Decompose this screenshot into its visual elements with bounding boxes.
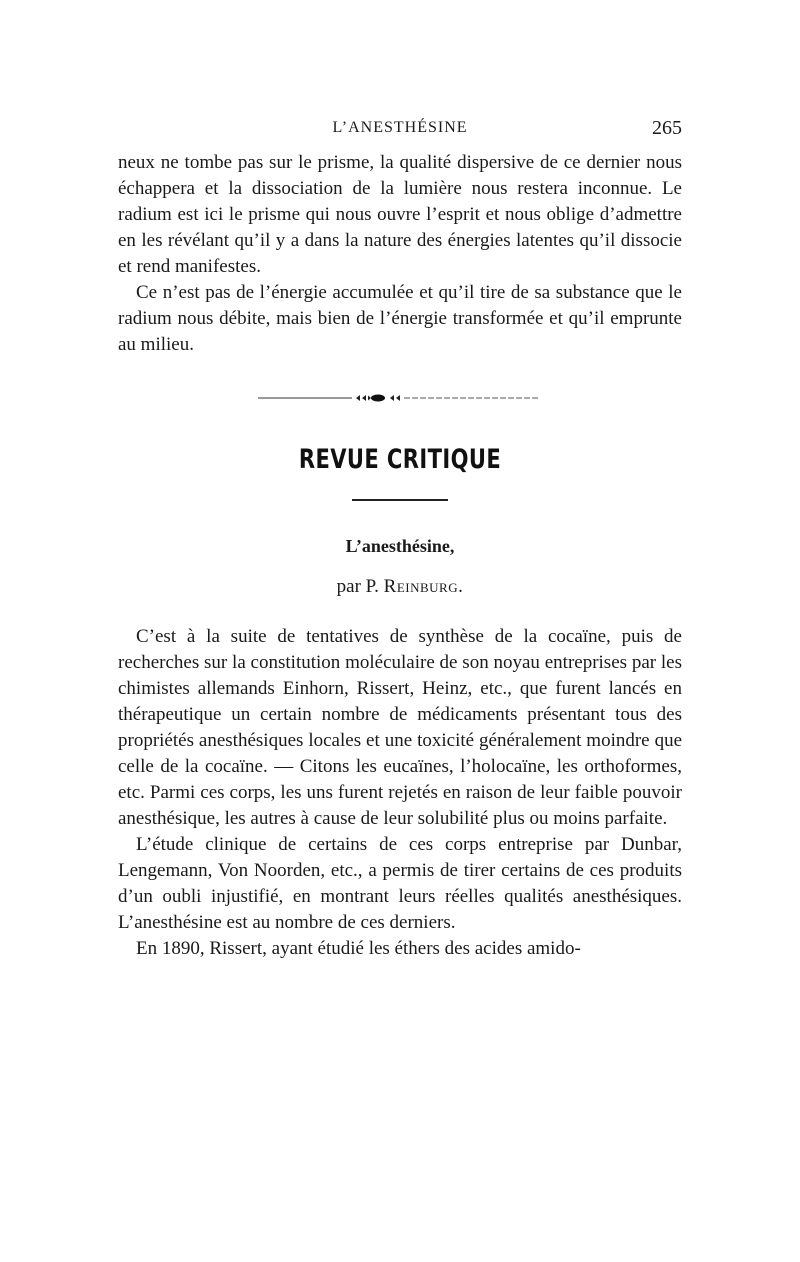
article-text — [118, 624, 682, 962]
paragraph: Ce n’est pas de l’énergie accumulée et qu’il tire de sa substance que le radium nous débite, mais bien de l’énergie transformée et qu’il emprunte au milieu. — [118, 282, 682, 355]
page-number: 265 — [652, 117, 682, 139]
author-name: Reinburg. — [383, 576, 464, 597]
paragraph: C’est à la suite de tentatives de synthèse de la cocaïne, puis de recherches sur la constitution moléculaire de son noyau entreprises par les chimistes allemands Einhorn, Rissert, Heinz, etc., que furent lancés en thérapeutique un certain nombre de médicaments présentant tous des propriétés anesthésiques locales et une toxicité généralement moindre que celle de la cocaïne. — Citons les eucaïnes, l’holocaïne, les orthoformes, etc. Parmi ces corps, les uns furent rejetés en raison de leur faible pouvoir anesthésique, les autres à cause de leur solubilité plus ou moins parfaite. — [118, 626, 682, 829]
running-title: L’ANESTHÉSINE — [332, 119, 468, 136]
paragraph: L’étude clinique de certains de ces corps entreprise par Dunbar, Lengemann, Von Noorden, etc., a permis de tirer certains de ces produits d’un oubli injustifié, en montrant leurs réelles qualités anesthésiques. L’anesthésine est au nombre de ces derniers. — [118, 834, 682, 933]
ornament-divider — [258, 390, 540, 406]
paragraph: En 1890, Rissert, ayant étudié les éthers des acides amido- — [136, 938, 581, 959]
running-head — [118, 113, 682, 143]
section-title: REVUE CRITIQUE — [298, 444, 502, 475]
byline-prefix: par P. — [336, 576, 379, 597]
article-title: L’anesthésine, — [345, 536, 455, 556]
byline — [0, 576, 800, 598]
paragraph: neux ne tombe pas sur le prisme, la qualité dispersive de ce dernier nous échappera et la dissociation de la lumière nous restera inconnue. Le radium est ici le prisme qui nous ouvre l’esprit et nous oblige d’admettre en les révélant qu’il y a dans la nature des énergies latentes qu’il dissocie et rend manifestes. — [118, 152, 682, 277]
title-rule — [352, 499, 448, 501]
continued-text — [118, 150, 682, 358]
